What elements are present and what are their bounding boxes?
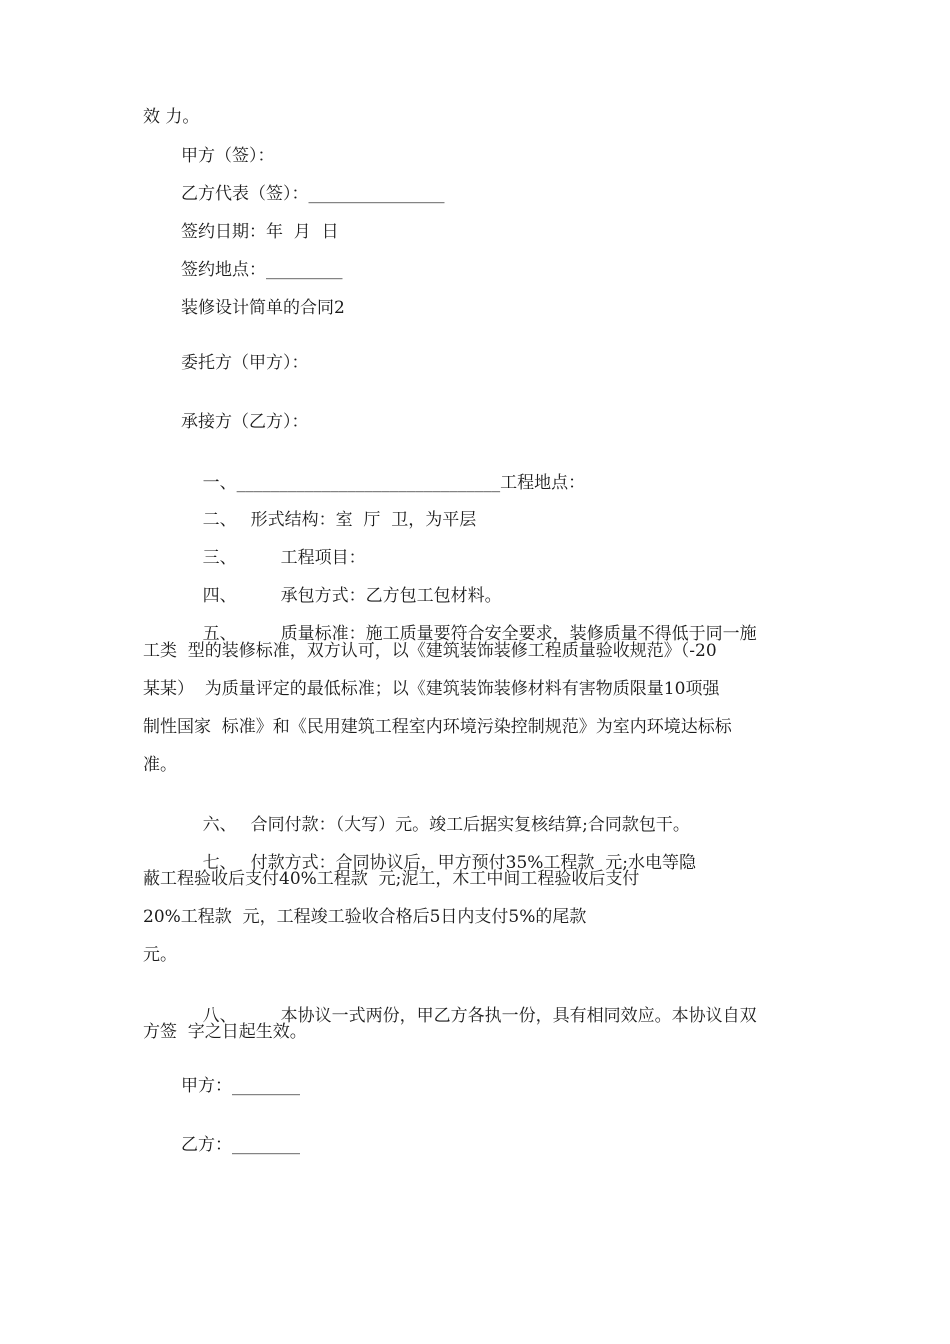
text-line: 蔽工程验收后支付40%工程款 元;泥工，木工中间工程验收后支付	[143, 869, 640, 889]
clause-number: 三、	[202, 548, 237, 568]
clause-number: 一、	[202, 473, 237, 493]
clause-text: 合同付款：（大写）元。竣工后据实复核结算;合同款包干。	[250, 815, 690, 835]
signing-date: 签约日期：年 月 日	[181, 222, 339, 242]
signature-party-a-final: 甲方：________	[181, 1076, 300, 1096]
client-party-a: 委托方（甲方）：	[181, 353, 309, 373]
clause-number: 六、	[202, 815, 237, 835]
text-line: 工类 型的装修标准，双方认可，以《建筑装饰装修工程质量验收规范》（-20	[143, 641, 717, 661]
clause-text: 付款方式：合同协议后，甲方预付35%工程款 元;水电等隐	[250, 853, 696, 873]
text-line: 某某） 为质量评定的最低标准；以《建筑装饰装修材料有害物质限量10项强	[143, 679, 720, 699]
contract-title: 装修设计简单的合同2	[181, 298, 345, 318]
text-line: 元。	[143, 945, 177, 965]
clause-number: 八、	[202, 1006, 237, 1026]
text-line: 效 力。	[143, 107, 200, 127]
clause-number: 四、	[202, 586, 237, 606]
text-line: 方签 字之日起生效。	[143, 1022, 307, 1042]
clause-text: 质量标准：施工质量要符合安全要求，装修质量不得低于同一施	[280, 624, 757, 644]
clause-text: _______________________________工程地点：	[236, 473, 586, 493]
text-line: 准。	[143, 755, 177, 775]
text-line: 20%工程款 元，工程竣工验收合格后5日内支付5%的尾款	[143, 907, 587, 927]
signature-party-a: 甲方（签）：	[181, 146, 275, 166]
clause-text: 工程项目：	[280, 548, 366, 568]
clause-text: 本协议一式两份，甲乙方各执一份，具有相同效应。本协议自双	[280, 1006, 757, 1026]
clause-text: 形式结构：室 厅 卫，为平层	[250, 510, 477, 530]
clause-number: 五、	[202, 624, 237, 644]
contractor-party-b: 承接方（乙方）：	[181, 412, 309, 432]
text-line: 制性国家 标准》和《民用建筑工程室内环境污染控制规范》为室内环境达标标	[143, 717, 732, 737]
clause-number: 七、	[202, 853, 237, 873]
clause-text: 承包方式：乙方包工包材料。	[280, 586, 502, 606]
signature-party-b-final: 乙方：________	[181, 1135, 300, 1155]
clause-number: 二、	[202, 510, 237, 530]
signature-party-b-rep: 乙方代表（签）：________________	[181, 184, 445, 204]
signing-location: 签约地点：_________	[181, 260, 343, 280]
